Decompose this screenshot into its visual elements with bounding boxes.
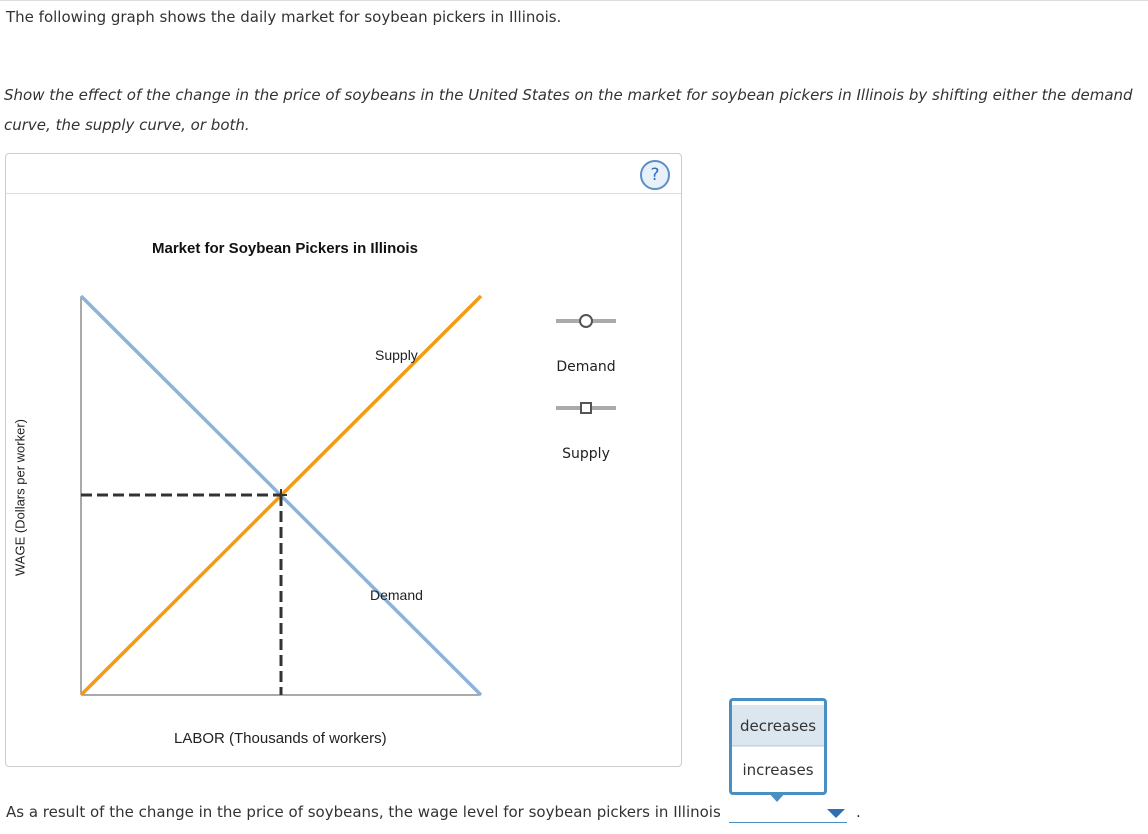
sentence-period: .: [856, 803, 861, 821]
demand-tool-label: Demand: [556, 359, 616, 375]
dropdown-arrow-icon: [827, 809, 845, 818]
option-decreases[interactable]: decreases: [732, 705, 824, 747]
option-divider: [732, 745, 824, 746]
chart-title: Market for Soybean Pickers in Illinois: [152, 240, 418, 257]
help-icon[interactable]: ?: [640, 160, 670, 190]
wage-dropdown-menu: [729, 698, 827, 795]
x-axis-label: LABOR (Thousands of workers): [174, 730, 387, 747]
y-axis-label: WAGE (Dollars per worker): [12, 419, 28, 576]
supply-tool-icon[interactable]: [556, 403, 616, 413]
option-increases[interactable]: increases: [742, 761, 814, 779]
demand-curve-label: Demand: [370, 587, 423, 603]
supply-curve-label: Supply: [375, 347, 418, 363]
dropdown-pointer: [768, 792, 786, 802]
question-text: As a result of the change in the price of soybeans, the wage level for soybean pickers in Illinois: [6, 803, 721, 821]
top-divider: [0, 0, 1148, 1]
wage-select[interactable]: [729, 806, 847, 823]
graph-panel: [5, 153, 682, 767]
demand-tool-icon[interactable]: [556, 315, 616, 327]
instruction-text: Show the effect of the change in the price of soybeans in the United States on the market for soybean pickers in Illinois by shifting either the demand curve, the supply curve, or both.: [4, 86, 1133, 134]
supply-tool-label: Supply: [562, 446, 610, 462]
intro-text: The following graph shows the daily market for soybean pickers in Illinois.: [6, 8, 562, 26]
